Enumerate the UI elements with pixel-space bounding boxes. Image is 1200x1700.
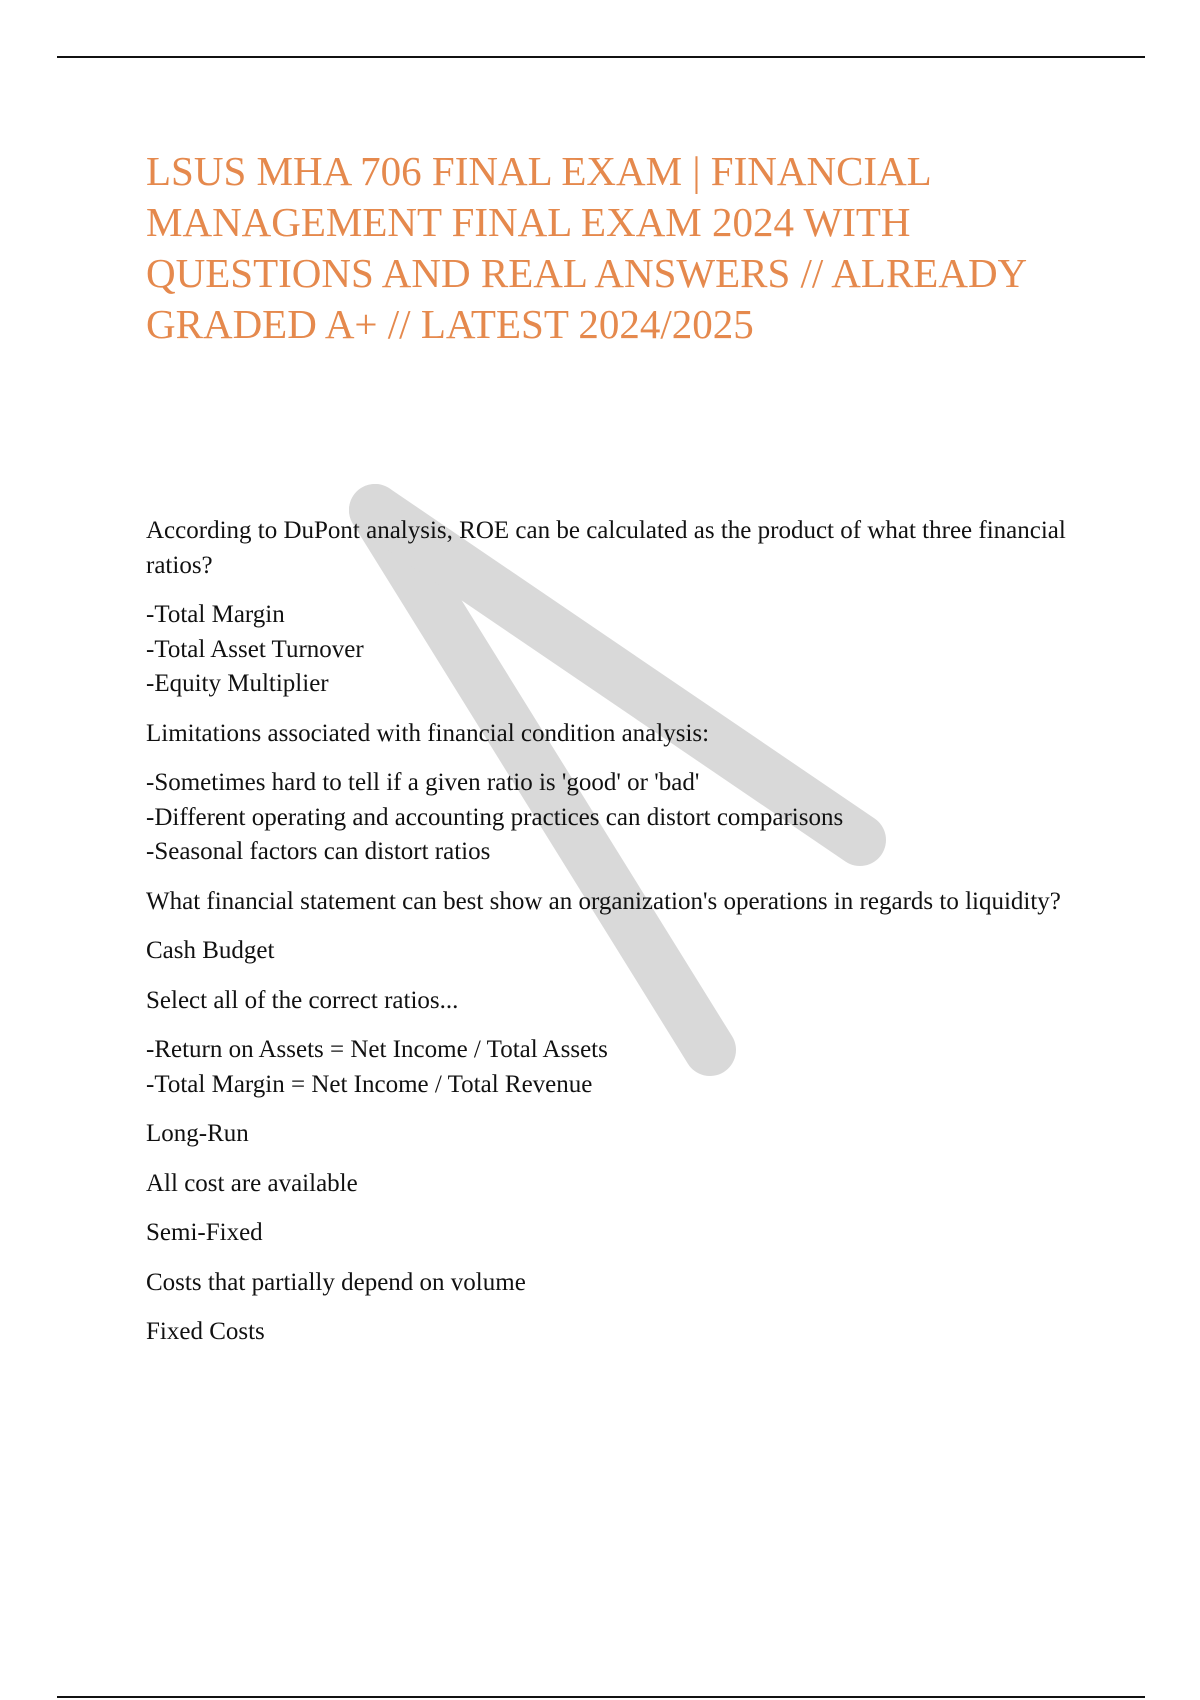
- qa-item: [146, 1216, 1086, 1300]
- answer-block: [146, 1033, 1086, 1102]
- qa-item: [146, 885, 1086, 969]
- answer-line: All cost are available: [146, 1169, 358, 1197]
- qa-item: [146, 514, 1086, 702]
- question-text: Select all of the correct ratios...: [146, 986, 459, 1014]
- answer-line: -Return on Assets = Net Income / Total Assets: [146, 1036, 608, 1063]
- answer-line: -Total Asset Turnover: [146, 635, 364, 663]
- answer-block: [146, 1167, 1086, 1202]
- question-text: Fixed Costs: [146, 1318, 265, 1345]
- qa-item: [146, 984, 1086, 1103]
- answer-block: [146, 598, 1086, 702]
- qa-item: [146, 717, 1086, 870]
- top-rule: [57, 56, 1145, 58]
- answer-block: [146, 934, 1086, 969]
- question-text: Long-Run: [146, 1120, 249, 1147]
- answer-block: [146, 766, 1086, 870]
- qa-list: [146, 514, 1086, 1365]
- qa-item: [146, 1117, 1086, 1201]
- answer-line: -Seasonal factors can distort ratios: [146, 838, 491, 865]
- question-text: What financial statement can best show an organization's operations in regards to liquidity?: [146, 887, 1061, 915]
- answer-line: Costs that partially depend on volume: [146, 1268, 526, 1296]
- answer-line: -Equity Multiplier: [146, 670, 329, 697]
- question-text: Limitations associated with financial condition analysis:: [146, 719, 710, 747]
- document-title: LSUS MHA 706 FINAL EXAM | FINANCIAL MANAGEMENT FINAL EXAM 2024 WITH QUESTIONS AND REAL ANSWERS // ALREADY GRADED A+ // LATEST 2024/2025: [146, 148, 1026, 347]
- answer-block: [146, 1266, 1086, 1301]
- answer-line: -Sometimes hard to tell if a given ratio is 'good' or 'bad': [146, 769, 700, 796]
- qa-item: [146, 1315, 1086, 1350]
- question-text: According to DuPont analysis, ROE can be calculated as the product of what three financial ratios?: [146, 517, 1066, 579]
- answer-line: -Different operating and accounting practices can distort comparisons: [146, 803, 844, 831]
- question-text: Semi-Fixed: [146, 1219, 263, 1246]
- answer-line: -Total Margin = Net Income / Total Revenue: [146, 1070, 593, 1098]
- answer-line: -Total Margin: [146, 601, 285, 628]
- answer-line: Cash Budget: [146, 937, 275, 964]
- bottom-rule: [57, 1696, 1145, 1698]
